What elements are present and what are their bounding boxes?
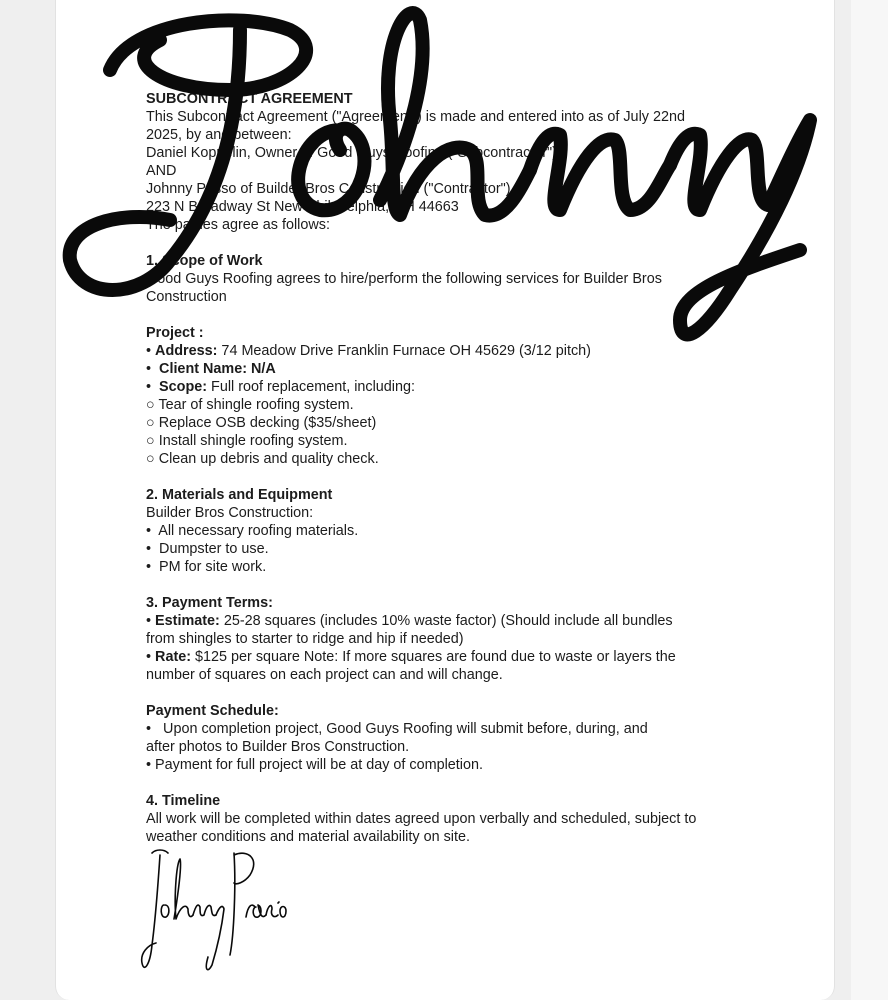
intro-line: Daniel Koppelin, Owner of Good Guys Roofing ("Subcontractor") xyxy=(146,145,557,161)
section-heading: 2. Materials and Equipment xyxy=(146,487,333,503)
materials-item: • PM for site work. xyxy=(146,559,267,575)
schedule-item: • Upon completion project, Good Guys Roofing will submit before, during, and xyxy=(146,721,648,737)
agreement-text xyxy=(146,90,786,846)
section-body: Construction xyxy=(146,289,227,305)
scope-subitem: ○ Tear of shingle roofing system. xyxy=(146,397,354,413)
intro-line: 2025, by and between: xyxy=(146,127,292,143)
section-heading: 4. Timeline xyxy=(146,793,221,809)
payment-estimate-cont: from shingles to starter to ridge and hip if needed) xyxy=(146,631,464,647)
intro-line: This Subcontract Agreement ("Agreement") is made and entered into as of July 22nd xyxy=(146,109,685,125)
section-heading: 3. Payment Terms: xyxy=(146,595,273,611)
payment-rate-cont: number of squares on each project can and will change. xyxy=(146,667,503,683)
payment-estimate: • Estimate: 25-28 squares (includes 10% waste factor) (Should include all bundles xyxy=(146,613,673,629)
scroll-gutter xyxy=(851,0,888,1000)
intro-line: Johnny Passo of Builder Bros Construction ("Contractor") xyxy=(146,181,511,197)
section-body: All work will be completed within dates agreed upon verbally and scheduled, subject to xyxy=(146,811,697,827)
section-body: Builder Bros Construction: xyxy=(146,505,314,521)
section-heading: 1. Scope of Work xyxy=(146,253,263,269)
project-heading: Project : xyxy=(146,325,204,341)
schedule-item-cont: after photos to Builder Bros Construction. xyxy=(146,739,410,755)
section-heading: Payment Schedule: xyxy=(146,703,279,719)
materials-item: • All necessary roofing materials. xyxy=(146,523,359,539)
project-client: • Client Name: N/A xyxy=(146,361,276,377)
project-scope: • Scope: Full roof replacement, including: xyxy=(146,379,415,395)
intro-line: 223 N Broadway St New Philadelphia, OH 44663 xyxy=(146,199,459,215)
intro-line: AND xyxy=(146,163,177,179)
document-title: SUBCONTRACT AGREEMENT xyxy=(146,91,353,107)
materials-item: • Dumpster to use. xyxy=(146,541,269,557)
scope-subitem: ○ Clean up debris and quality check. xyxy=(146,451,379,467)
scope-subitem: ○ Replace OSB decking ($35/sheet) xyxy=(146,415,377,431)
schedule-item: • Payment for full project will be at day of completion. xyxy=(146,757,483,773)
scope-subitem: ○ Install shingle roofing system. xyxy=(146,433,348,449)
section-body: weather conditions and material availability on site. xyxy=(146,829,470,845)
section-body: Good Guys Roofing agrees to hire/perform the following services for Builder Bros xyxy=(146,271,662,287)
intro-line: The parties agree as follows: xyxy=(146,217,330,233)
project-address: • Address: 74 Meadow Drive Franklin Furnace OH 45629 (3/12 pitch) xyxy=(146,343,591,359)
payment-rate: • Rate: $125 per square Note: If more squares are found due to waste or layers the xyxy=(146,649,676,665)
